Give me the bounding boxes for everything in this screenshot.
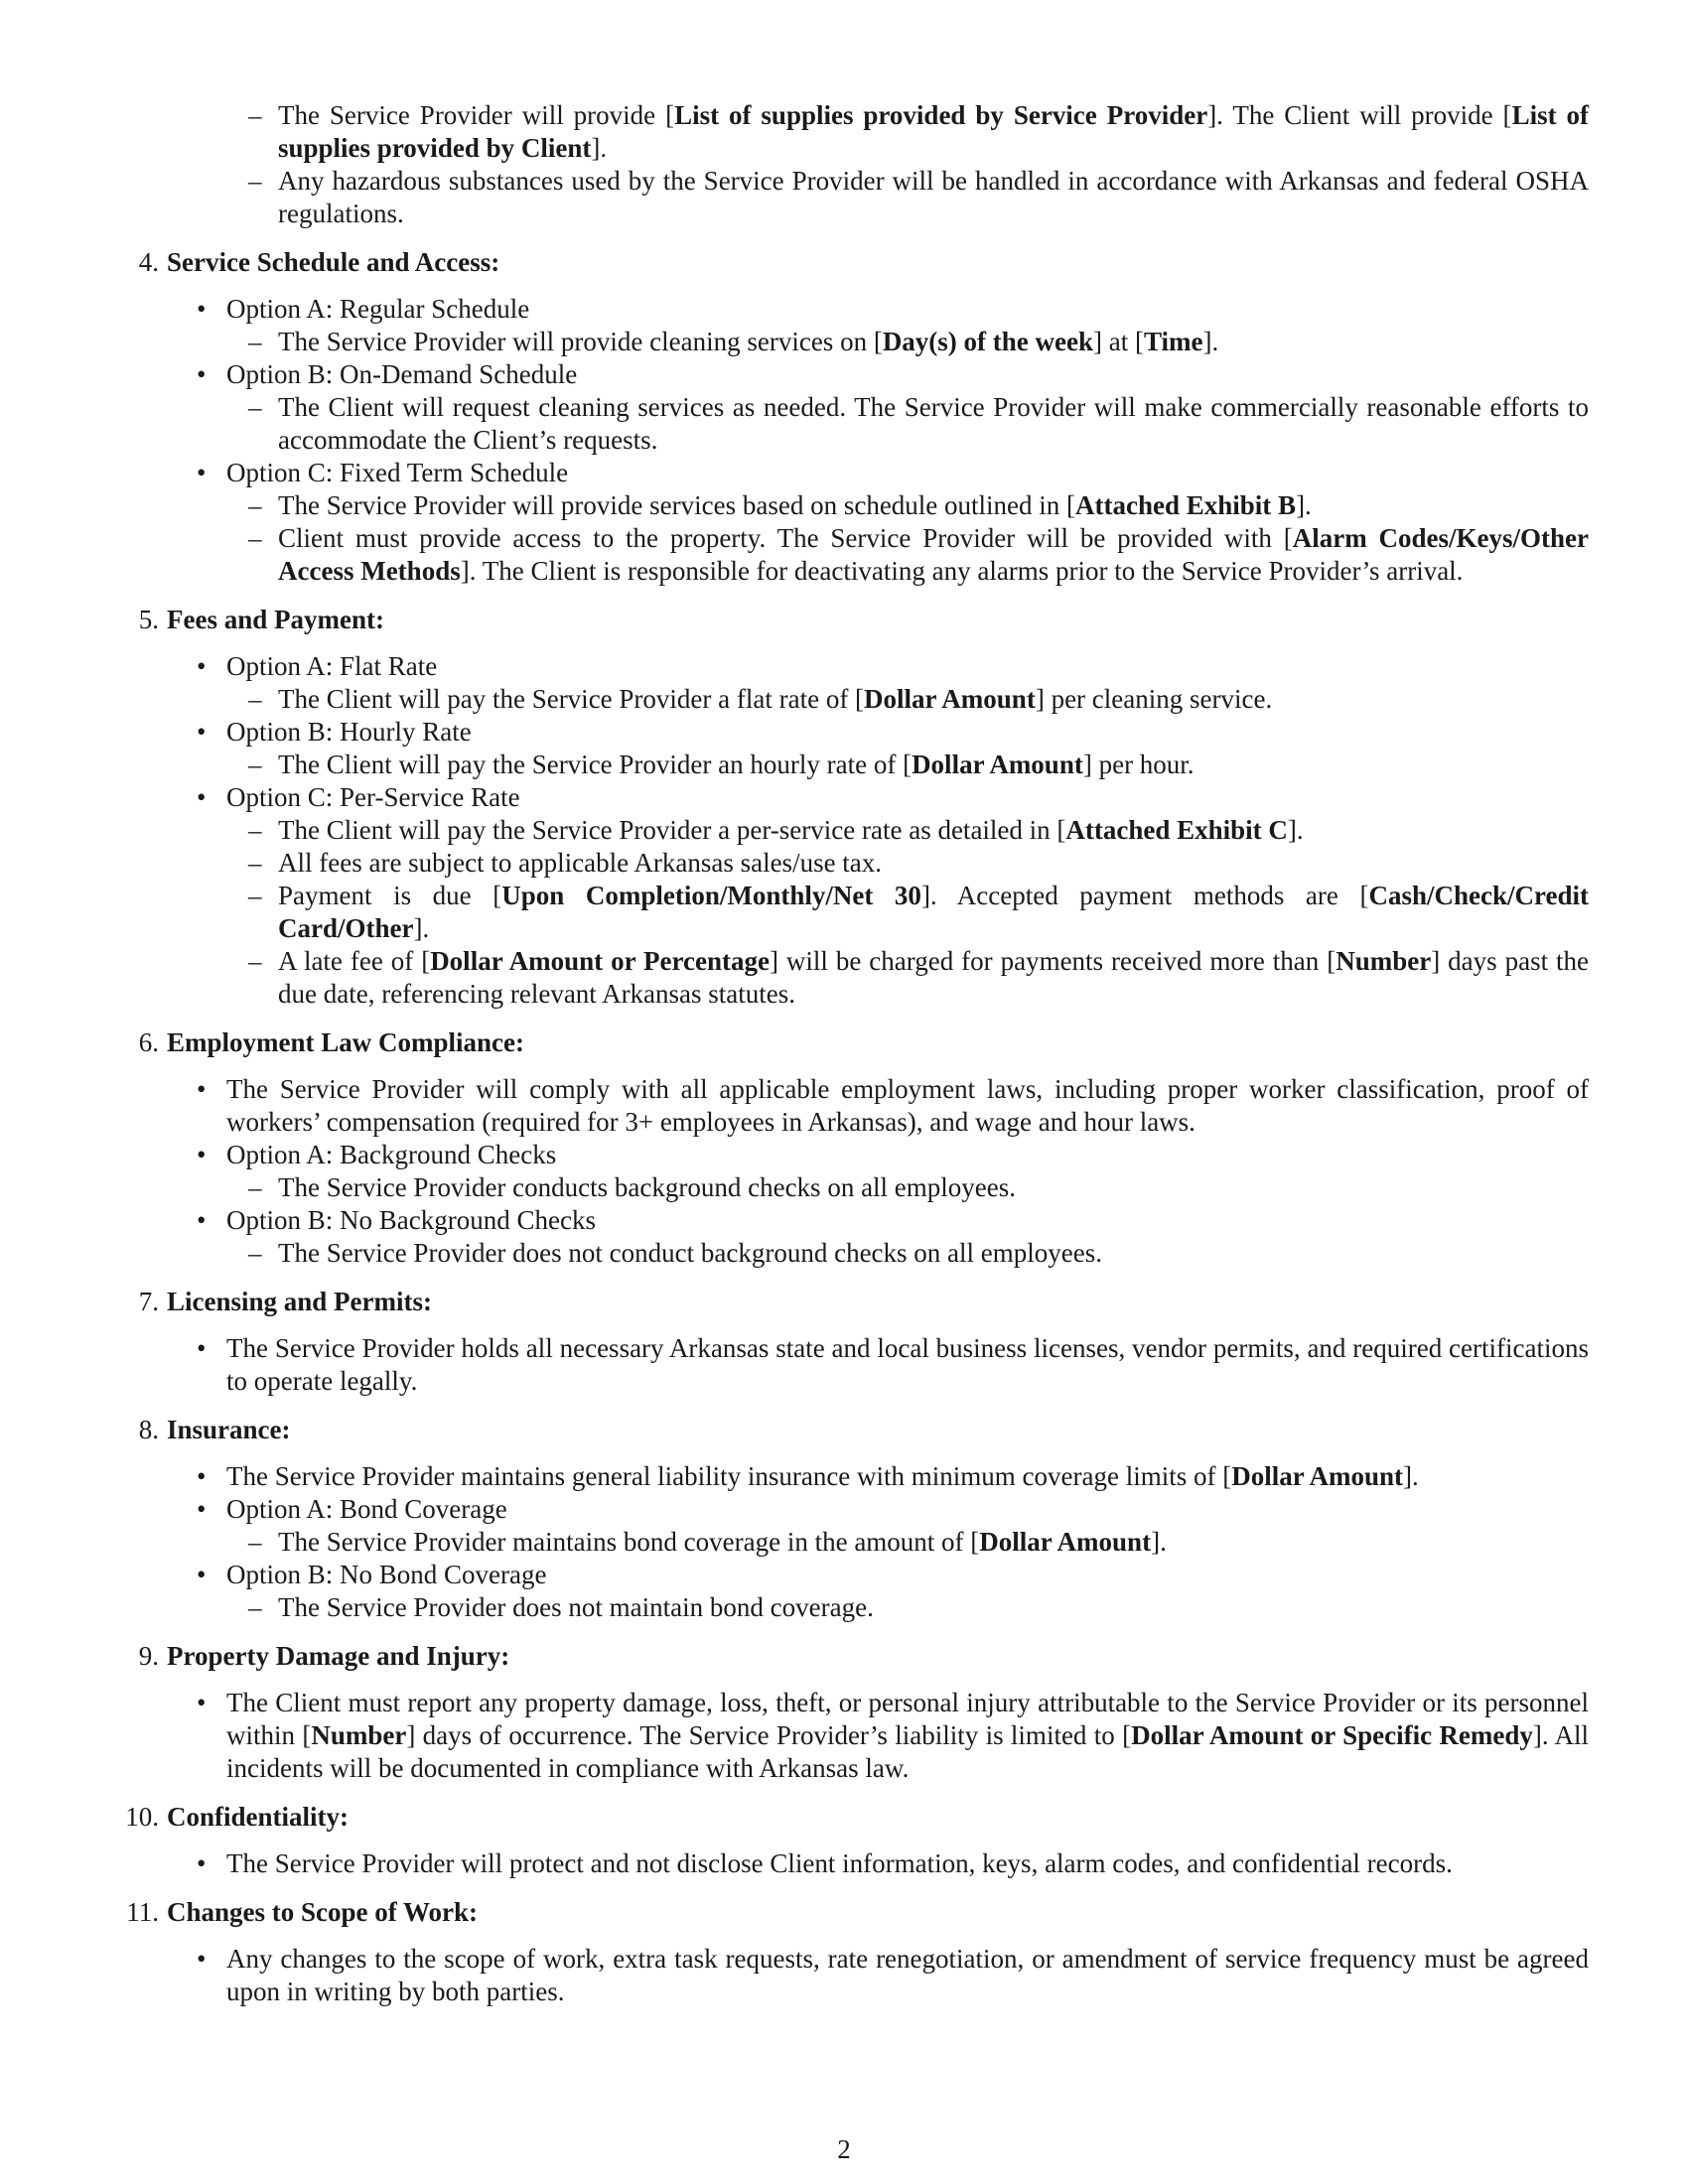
section-heading [129,246,1589,279]
text: ]. [1287,815,1304,845]
text: ]. [1403,1461,1419,1491]
text: ] at [ [1093,327,1144,356]
bullet-text: • The Service Provider will protect and not disclose Client information, keys, alarm codes, and confidential records. [129,1847,1589,1880]
text: The Client will pay the Service Provider a flat rate of [ [278,684,865,714]
section-number: 6. [138,1027,159,1057]
section-title: Insurance: [167,1415,291,1444]
section-4 [129,246,1589,588]
option-label: • Option C: Per-Service Rate [129,781,1589,814]
section-heading [129,1026,1589,1059]
text: ] per cleaning service. [1035,684,1273,714]
text: ] will be charged for payments received more than [ [769,946,1336,976]
text: ] per hour. [1082,750,1195,779]
text: ] days of occurrence. The Service Provider’s liability is limited to [ [406,1720,1132,1750]
text: The Client must report any property damage, loss, theft, or personal injury attributable to the Service Provider or its personnel within [ [226,1688,1589,1750]
section-heading [129,604,1589,636]
late-fee-clause [129,945,1589,1011]
placeholder-field: List of supplies provided by Client [278,100,1589,163]
option-text: – The Service Provider conducts background checks on all employees. [129,1171,1589,1204]
placeholder-field: Dollar Amount [979,1527,1152,1557]
placeholder-field: Day(s) of the week [882,327,1094,356]
option-label: • Option B: No Background Checks [129,1204,1589,1237]
option-label: • Option A: Flat Rate [129,650,1589,683]
text: ]. Accepted payment methods are [ [920,881,1369,910]
section-heading [129,1286,1589,1318]
text: The Service Provider will provide [ [278,100,675,130]
text: ]. The Client will provide [ [1207,100,1512,130]
text: ]. [591,133,608,163]
text: ]. [1202,327,1219,356]
option-label: • Option B: No Bond Coverage [129,1559,1589,1591]
section-number: 9. [138,1641,159,1671]
access-clause [129,522,1589,588]
section-title: Service Schedule and Access: [167,247,500,277]
placeholder-field: Time [1143,327,1203,356]
payment-due-clause [129,880,1589,945]
section-title: Property Damage and Injury: [167,1641,510,1671]
text: ]. All incidents will be documented in compliance with Arkansas law. [226,1720,1589,1783]
section-number: 7. [138,1287,159,1316]
text: ]. [1151,1527,1167,1557]
section-number: 8. [138,1415,159,1444]
option-label: • Option A: Regular Schedule [129,293,1589,326]
placeholder-field: Dollar Amount [1231,1461,1404,1491]
option-text: – The Service Provider does not maintain bond coverage. [129,1591,1589,1624]
section-heading [125,1801,1589,1834]
placeholder-field: Dollar Amount [864,684,1036,714]
text: ] days past the due date, referencing relevant Arkansas statutes. [278,946,1590,1009]
section-6 [129,1026,1589,1270]
section-number: 4. [138,247,159,277]
text: The Service Provider maintains general liability insurance with minimum coverage limits of [ [226,1461,1232,1491]
section-10 [125,1801,1589,1880]
placeholder-field: Attached Exhibit C [1065,815,1288,845]
placeholder-field: Cash/Check/Credit Card/Other [278,881,1589,943]
section-number: 5. [138,605,159,634]
section-heading [126,1896,1589,1929]
section-7 [129,1286,1589,1398]
section-number: 11. [126,1897,159,1927]
placeholder-field: Attached Exhibit B [1075,490,1297,520]
placeholder-field: Dollar Amount or Percentage [430,946,770,976]
page-number: 2 [837,2134,851,2164]
section-8 [129,1414,1589,1624]
option-text: – The Service Provider does not conduct background checks on all employees. [129,1237,1589,1270]
bullet-text [129,1460,1589,1493]
text: ]. The Client is responsible for deactivating any alarms prior to the Service Provider’s arrival. [460,556,1464,586]
hazard-clause: – Any hazardous substances used by the Service Provider will be handled in accordance with Arkansas and federal OSHA regulations. [129,165,1589,230]
placeholder-field: Dollar Amount or Specific Remedy [1131,1720,1533,1750]
section-heading [129,1640,1589,1673]
option-text [129,326,1589,358]
document-body [125,99,1590,2008]
text: A late fee of [ [278,946,431,976]
option-label: • Option A: Bond Coverage [129,1493,1589,1526]
option-text [129,749,1589,781]
option-text [129,683,1589,716]
placeholder-field: Alarm Codes/Keys/Other Access Methods [278,523,1590,586]
text: Payment is due [ [278,881,502,910]
bullet-text [129,1687,1589,1785]
section-9 [129,1640,1589,1785]
placeholder-field: List of supplies provided by Service Provider [674,100,1208,130]
text: The Service Provider will provide services based on schedule outlined in [ [278,490,1076,520]
text: The Client will pay the Service Provider a per-service rate as detailed in [ [278,815,1066,845]
section-title: Licensing and Permits: [167,1287,432,1316]
option-label: • Option C: Fixed Term Schedule [129,457,1589,489]
option-text [129,489,1589,522]
section-5 [129,604,1589,1011]
option-label: • Option B: Hourly Rate [129,716,1589,749]
text: The Service Provider maintains bond coverage in the amount of [ [278,1527,980,1557]
text: The Service Provider will provide cleaning services on [ [278,327,883,356]
option-label: • Option B: On-Demand Schedule [129,358,1589,391]
placeholder-field: Number [311,1720,407,1750]
option-text [129,814,1589,847]
text: The Client will pay the Service Provider an hourly rate of [ [278,750,913,779]
section-title: Changes to Scope of Work: [167,1897,479,1927]
placeholder-field: Dollar Amount [912,750,1083,779]
option-text [129,1526,1589,1559]
section-title: Confidentiality: [167,1802,350,1832]
section-title: Employment Law Compliance: [167,1027,524,1057]
text: ]. [1296,490,1312,520]
option-label: • Option A: Background Checks [129,1139,1589,1171]
supplies-clause [129,99,1589,165]
text: Client must provide access to the property. The Service Provider will be provided with [ [278,523,1293,553]
option-text: – The Client will request cleaning services as needed. The Service Provider will make commercially reasonable efforts to accommodate the Client’s requests. [129,391,1589,457]
bullet-text: • The Service Provider holds all necessary Arkansas state and local business licenses, vendor permits, and required certifications to operate legally. [129,1332,1589,1398]
section-11 [126,1896,1589,2008]
tax-clause: – All fees are subject to applicable Arkansas sales/use tax. [129,847,1589,880]
placeholder-field: Number [1336,946,1432,976]
section-heading [129,1414,1589,1446]
section-number: 10. [125,1802,159,1832]
placeholder-field: Upon Completion/Monthly/Net 30 [501,881,921,910]
bullet-text: • The Service Provider will comply with all applicable employment laws, including proper worker classification, proof of workers’ compensation (required for 3+ employees in Arkansas), and wage and hour laws. [129,1073,1589,1139]
text: ]. [413,913,430,943]
bullet-text: • Any changes to the scope of work, extra task requests, rate renegotiation, or amendment of service frequency must be agreed upon in writing by both parties. [129,1943,1589,2008]
section-title: Fees and Payment: [167,605,384,634]
